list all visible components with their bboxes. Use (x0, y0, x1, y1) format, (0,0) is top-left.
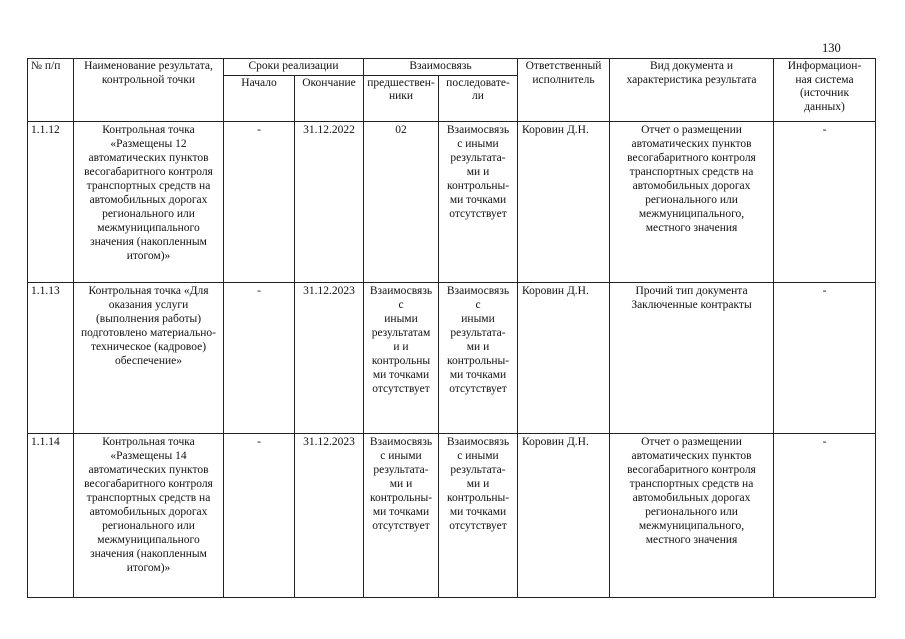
row-responsible: Коровин Д.Н. (518, 282, 610, 433)
header-name: Наименование результата, контрольной точки (74, 59, 224, 122)
row-name: Контрольная точка «Размещены 14 автоматических пунктов весогабаритного контроля транспортных средств на автомобильных дорогах регионального или межмуниципального значения (накопленным итогом)» (74, 433, 224, 597)
table-row (28, 282, 876, 433)
header-timing: Сроки реализации (224, 59, 364, 76)
row-info-system: - (774, 433, 876, 597)
row-responsible: Коровин Д.Н. (518, 433, 610, 597)
row-info-system: - (774, 282, 876, 433)
row-doc-type: Прочий тип документа Заключенные контракты (610, 282, 774, 433)
row-succ: Взаимосвязь с иными результата- ми и контрольны- ми точками отсутствует (439, 282, 518, 433)
row-num: 1.1.13 (28, 282, 74, 433)
row-start: - (224, 433, 295, 597)
header-row (28, 59, 876, 76)
row-responsible: Коровин Д.Н. (518, 121, 610, 282)
table-row (28, 433, 876, 597)
row-start: - (224, 121, 295, 282)
results-table (27, 58, 876, 598)
header-relation: Взаимосвязь (364, 59, 518, 76)
row-name: Контрольная точка «Для оказания услуги (выполнения работы) подготовлено материально- техническое (кадровое) обеспечение» (74, 282, 224, 433)
row-pred: Взаимосвязь с иными результата- ми и контрольны- ми точками отсутствует (364, 433, 439, 597)
header-responsible: Ответственный исполнитель (518, 59, 610, 122)
row-doc-type: Отчет о размещении автоматических пунктов весогабаритного контроля транспортных средств на автомобильных дорогах регионального или межмуниципального, местного значения (610, 121, 774, 282)
header-succ: последовате- ли (439, 75, 518, 121)
page-number: 130 (822, 41, 841, 55)
row-succ: Взаимосвязь с иными результата- ми и контрольны- ми точками отсутствует (439, 433, 518, 597)
row-info-system: - (774, 121, 876, 282)
table-row (28, 121, 876, 282)
row-start: - (224, 282, 295, 433)
row-end: 31.12.2022 (295, 121, 364, 282)
row-num: 1.1.12 (28, 121, 74, 282)
row-pred: 02 (364, 121, 439, 282)
header-num: № п/п (28, 59, 74, 122)
row-pred: Взаимосвязь с иными результатам и и контрольны ми точками отсутствует (364, 282, 439, 433)
row-end: 31.12.2023 (295, 433, 364, 597)
header-end: Окончание (295, 75, 364, 121)
row-end: 31.12.2023 (295, 282, 364, 433)
header-pred: предшествен- ники (364, 75, 439, 121)
row-doc-type: Отчет о размещении автоматических пунктов весогабаритного контроля транспортных средств на автомобильных дорогах регионального или межмуниципального, местного значения (610, 433, 774, 597)
row-num: 1.1.14 (28, 433, 74, 597)
row-name: Контрольная точка «Размещены 12 автоматических пунктов весогабаритного контроля транспортных средств на автомобильных дорогах регионального или межмуниципального значения (накопленным итогом)» (74, 121, 224, 282)
header-start: Начало (224, 75, 295, 121)
header-doc-type: Вид документа и характеристика результата (610, 59, 774, 122)
header-info-system: Информацион- ная система (источник данных) (774, 59, 876, 122)
row-succ: Взаимосвязь с иными результата- ми и контрольны- ми точками отсутствует (439, 121, 518, 282)
